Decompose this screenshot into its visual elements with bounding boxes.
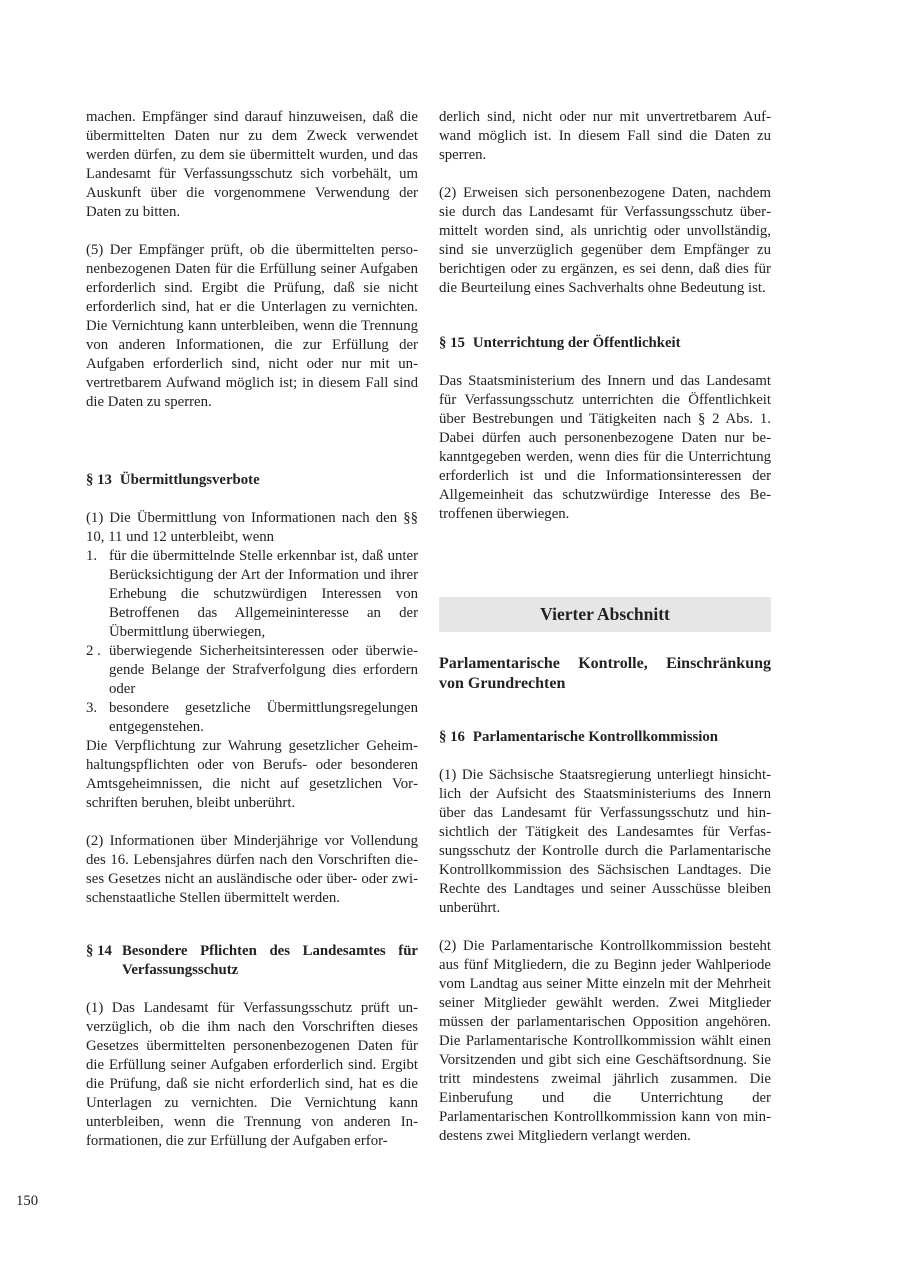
section-number: § 14 [86,943,112,959]
s13-after-list: Die Verpflichtung zur Wahrung gesetzlicher Geheimhaltungspflichten oder von Berufs- oder besonderen Amtsgeheimnissen, die nicht auf gesetzlichen Vorschriften beruhen, bleibt unberührt. [86,738,418,811]
paragraph-2: (2) Erweisen sich personenbezogene Daten, nachdem sie durch das Landesamt für Verfassungsschutz übermittelt worden sind, als unrichtig oder unvollständig, sind sie unverzüglich gegenüber dem Empfänger zu berichtigen oder zu ergänzen, es sei denn, daß dies für die Beurteilung eines Sachverhalts ohne Bedeutung ist. [439,185,771,296]
s15-paragraph-1: Das Staatsministerium des Innern und das Landesamt für Verfassungsschutz unterrichten die Öffentlichkeit über Bestrebungen und Tätigkeiten nach § 2 Abs. 1. Dabei dürfen auch personenbezogene Daten nur bekanntgegeben werden, wenn dies für die Unterrichtung erforderlich ist und die Informationsinteressen der Allgemeinheit das schutzwürdige Interesse des Betroffenen überwiegen. [439,373,771,522]
heading-s16 [439,728,771,747]
paragraph-continuation: machen. Empfänger sind darauf hinzuweisen, daß die übermittelten Daten nur zu dem Zweck verwendet werden dürfen, zu dem sie übermittelt wurden, und das Landesamt für Verfassungsschutz sich vorbehält, um Auskunft über die vorgenommene Verwendung der Daten zu bitten. [86,109,418,220]
s13-paragraph-2: (2) Informationen über Minderjährige vor Vollendung des 16. Lebensjahres dürfen nach den Vorschriften dieses Gesetzes nicht an ausländische oder über- oder zwischenstaatliche Stellen übermittelt werden. [86,833,418,906]
s16-paragraph-1: (1) Die Sächsische Staatsregierung unterliegt hinsichtlich der Aufsicht des Staatsministeriums des Innern über das Landesamt für Verfassungsschutz und hinsichtlich der Tätigkeit des Landesamtes für Verfassungsschutz der Kontrolle durch die Parlamentarische Kontrollkommission des Sächsischen Landtages. Die Rechte des Landtages und seiner Ausschüsse bleiben unberührt. [439,767,771,916]
heading-s15 [439,334,771,353]
list-item [86,699,418,737]
section-title: Besondere Pflichten des Landesamtes für Verfassungsschutz [122,943,418,978]
section-title: Parlamentarische Kontrollkommission [472,729,719,745]
section-title-bar: Vierter Abschnitt [439,597,771,632]
section-title: Übermittlungsverbote [119,472,260,488]
list-item-text: besondere gesetzliche Übermittlungsregelungen entgegenstehen. [109,700,418,735]
s16-paragraph-2: (2) Die Parlamentarische Kontrollkommission besteht aus fünf Mitgliedern, die zu Beginn jeder Wahlperiode vom Landtag aus seiner Mitte einzeln mit der Mehrheit seiner Mitglieder gewählt werden. Zwei Mitglieder müssen der parlamentarischen Opposition angehören. Die Parlamentarische Kontrollkommission wählt einen Vorsitzenden und gibt sich eine Geschäftsordnung. Sie tritt mindestens zweimal jährlich zusammen. Die Einberufung und die Unterrichtung der Parlamentarischen Kontrollkommission kann von mindestens zwei Mitgliedern verlangt werden. [439,938,771,1144]
section-number: § 13 [86,472,112,488]
s13-intro: (1) Die Übermittlung von Informationen nach den §§ 10, 11 und 12 unterbleibt, wenn [86,510,418,545]
list-item [86,642,418,699]
left-column [86,108,418,1151]
paragraph-5: (5) Der Empfänger prüft, ob die übermittelten personenbezogenen Daten für die Erfüllung seiner Aufgaben erforderlich sind. Ergibt die Prüfung, daß sie nicht erforderlich sind, hat er die Unterlagen zu vernichten. Die Vernichtung kann unterbleiben, wenn die Trennung von anderen Informationen, die zur Erfüllung der Aufgaben erforderlich sind, nicht oder nur mit unvertretbarem Aufwand möglich ist; in diesem Fall sind die Daten zu sperren. [86,242,418,410]
right-column [439,108,771,1146]
part-heading: Parlamentarische Kontrolle, Einschränkung von Grundrechten [439,655,771,692]
list-item-number: 2 . [86,643,101,659]
s13-list [86,547,418,737]
section-title: Unterrichtung der Öffentlichkeit [472,335,681,351]
section-number: § 16 [439,729,465,745]
list-item-number: 3. [86,700,98,716]
section-number: § 15 [439,335,465,351]
list-item [86,547,418,642]
s14-paragraph-1: (1) Das Landesamt für Verfassungsschutz prüft unverzüglich, ob die ihm nach den Vorschriften dieses Gesetzes übermittelten personenbezogenen Daten für die Erfüllung seiner Aufgaben erforderlich sind. Ergibt die Prüfung, daß sie nicht erforderlich sind, hat es die Unterlagen zu vernichten. Die Vernichtung kann unterbleiben, wenn die Trennung von anderen Informationen, die zur Erfüllung der Aufgaben erfor- [86,1000,418,1149]
list-item-number: 1. [86,548,98,564]
list-item-text: für die übermittelnde Stelle erkennbar ist, daß unter Berücksichtigung der Art der Information und ihrer Erhebung die schutzwürdigen Interessen von Betroffenen das Allgemeininteresse an der Übermittlung überwiegen, [109,548,418,640]
paragraph-continuation: derlich sind, nicht oder nur mit unvertretbarem Aufwand möglich ist. In diesem Fall sind die Daten zu sperren. [439,109,771,163]
heading-s14 [86,942,418,980]
list-item-text: überwiegende Sicherheitsinteressen oder überwiegende Belange der Strafverfolgung dies erfordern oder [109,643,418,697]
page-number: 150 [16,1193,39,1209]
heading-s13 [86,471,418,490]
